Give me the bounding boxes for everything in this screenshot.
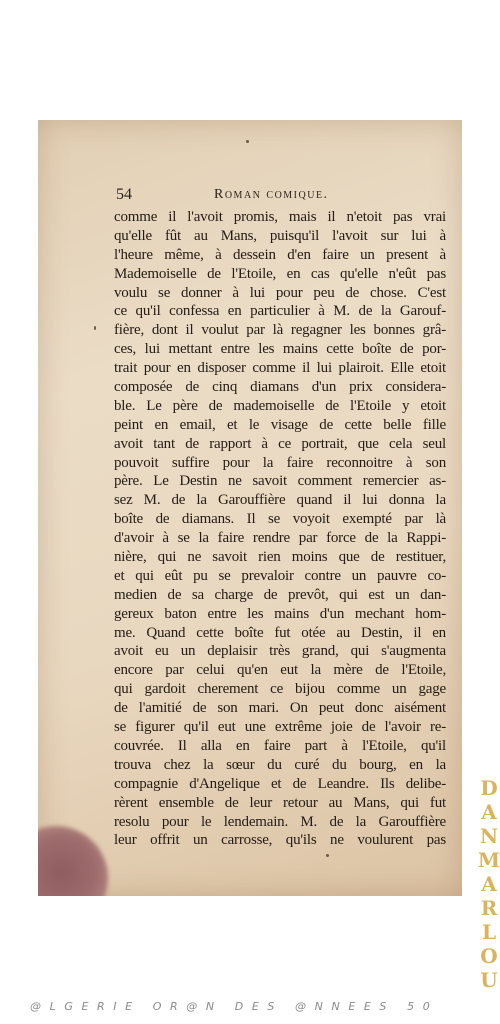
text-line: ces, lui mettant entre les mains cette boîte de por-: [114, 341, 446, 358]
body-text: [114, 208, 446, 850]
text-line: composée de cinq diamans d'un prix considera-: [114, 379, 446, 396]
text-line: me. Quand cette boîte fut otée au Destin, il en: [114, 624, 446, 641]
text-line: et qui eût pu se prevaloir contre un pauvre co-: [114, 567, 446, 584]
watermark-letter: O: [480, 944, 498, 968]
paper-speck: [326, 854, 329, 857]
text-line: boîte de diamans. Il se voyoit exempté par là: [114, 511, 446, 528]
watermark-letter: N: [479, 824, 499, 848]
text-line: Mademoiselle de l'Etoile, en cas qu'elle n'eût pas: [114, 265, 446, 282]
paper-speck: [94, 326, 96, 330]
watermark-letter: D: [480, 776, 498, 800]
paper-speck: [246, 140, 249, 143]
vertical-watermark: [476, 776, 500, 992]
text-line: ble. Le père de mademoiselle de l'Etoile y etoit: [114, 397, 446, 414]
page-header: [116, 186, 444, 208]
text-line: se figurer qu'il eut une extrême joie de l'avoir re-: [114, 719, 446, 736]
text-line: trait pour en disposer comme il lui plairoit. Elle etoit: [114, 360, 446, 377]
text-line: qu'elle fût au Mans, puisqu'il l'avoit sur lui à: [114, 227, 446, 244]
footer-watermark: @LGERIE OR@N DES @NNEES 50: [30, 1000, 439, 1013]
text-line: avoit tant de rapport à ce portrait, que cela seul: [114, 435, 446, 452]
text-line: resolu pour le lendemain. M. de la Garouffière: [114, 813, 446, 830]
watermark-letter: M: [477, 848, 500, 872]
watermark-letter: A: [481, 800, 497, 824]
watermark-letter: R: [480, 896, 498, 920]
text-line: gereux baton entre les mains d'un mechant hom-: [114, 605, 446, 622]
text-line: avoit eu un deplaisir très grand, qui s'augmenta: [114, 643, 446, 660]
text-line: père. Le Destin ne savoit comment remercier as-: [114, 473, 446, 490]
watermark-letter: L: [481, 920, 497, 944]
text-line: pouvoit suffire pour la faire reconnoitre à son: [114, 454, 446, 471]
text-line: comme il l'avoit promis, mais il n'etoit pas vrai: [114, 209, 446, 225]
text-line: l'heure même, à dessein d'en faire un present à: [114, 246, 446, 263]
watermark-letter: U: [480, 968, 498, 992]
watermark-letter: A: [481, 872, 497, 896]
text-line: compagnie d'Angelique et de Leandre. Ils delibe-: [114, 775, 446, 792]
text-line: rèrent ensemble de leur retour au Mans, qui fut: [114, 794, 446, 811]
text-line: voulu se donner à lui pour peu de chose. C'est: [114, 284, 446, 301]
text-line: d'avoir à se la faire rendre par force de la Rappi-: [114, 530, 446, 547]
scanned-book-page: [38, 120, 462, 896]
running-title: Roman comique.: [214, 187, 329, 202]
text-line: couvrée. Il alla en faire part à l'Etoile, qu'il: [114, 737, 446, 754]
text-line: sez M. de la Garouffière quand il lui donna la: [114, 492, 446, 509]
text-line: ce qu'il confessa en particulier à M. de la Garouf-: [114, 303, 446, 320]
text-line: encore par celui qu'en eut la mère de l'Etoile,: [114, 662, 446, 679]
thumb-smudge: [38, 826, 108, 896]
page-number: 54: [116, 186, 132, 203]
text-line: fière, dont il voulut par là regagner les bonnes grâ-: [114, 322, 446, 339]
text-line: de l'amitié de son mari. On peut donc aisément: [114, 700, 446, 717]
text-line: peint en email, et le visage de cette belle fille: [114, 416, 446, 433]
text-line: leur offrit un carrosse, qu'ils ne voulurent pas: [114, 832, 446, 849]
text-line: nière, qui ne savoit rien moins que de restituer,: [114, 549, 446, 566]
text-line: medien de sa charge de prevôt, qui est un dan-: [114, 586, 446, 603]
text-line: trouva chez la sœur du curé du bourg, en la: [114, 756, 446, 773]
text-line: qui gardoit cherement ce bijou comme un gage: [114, 681, 446, 698]
